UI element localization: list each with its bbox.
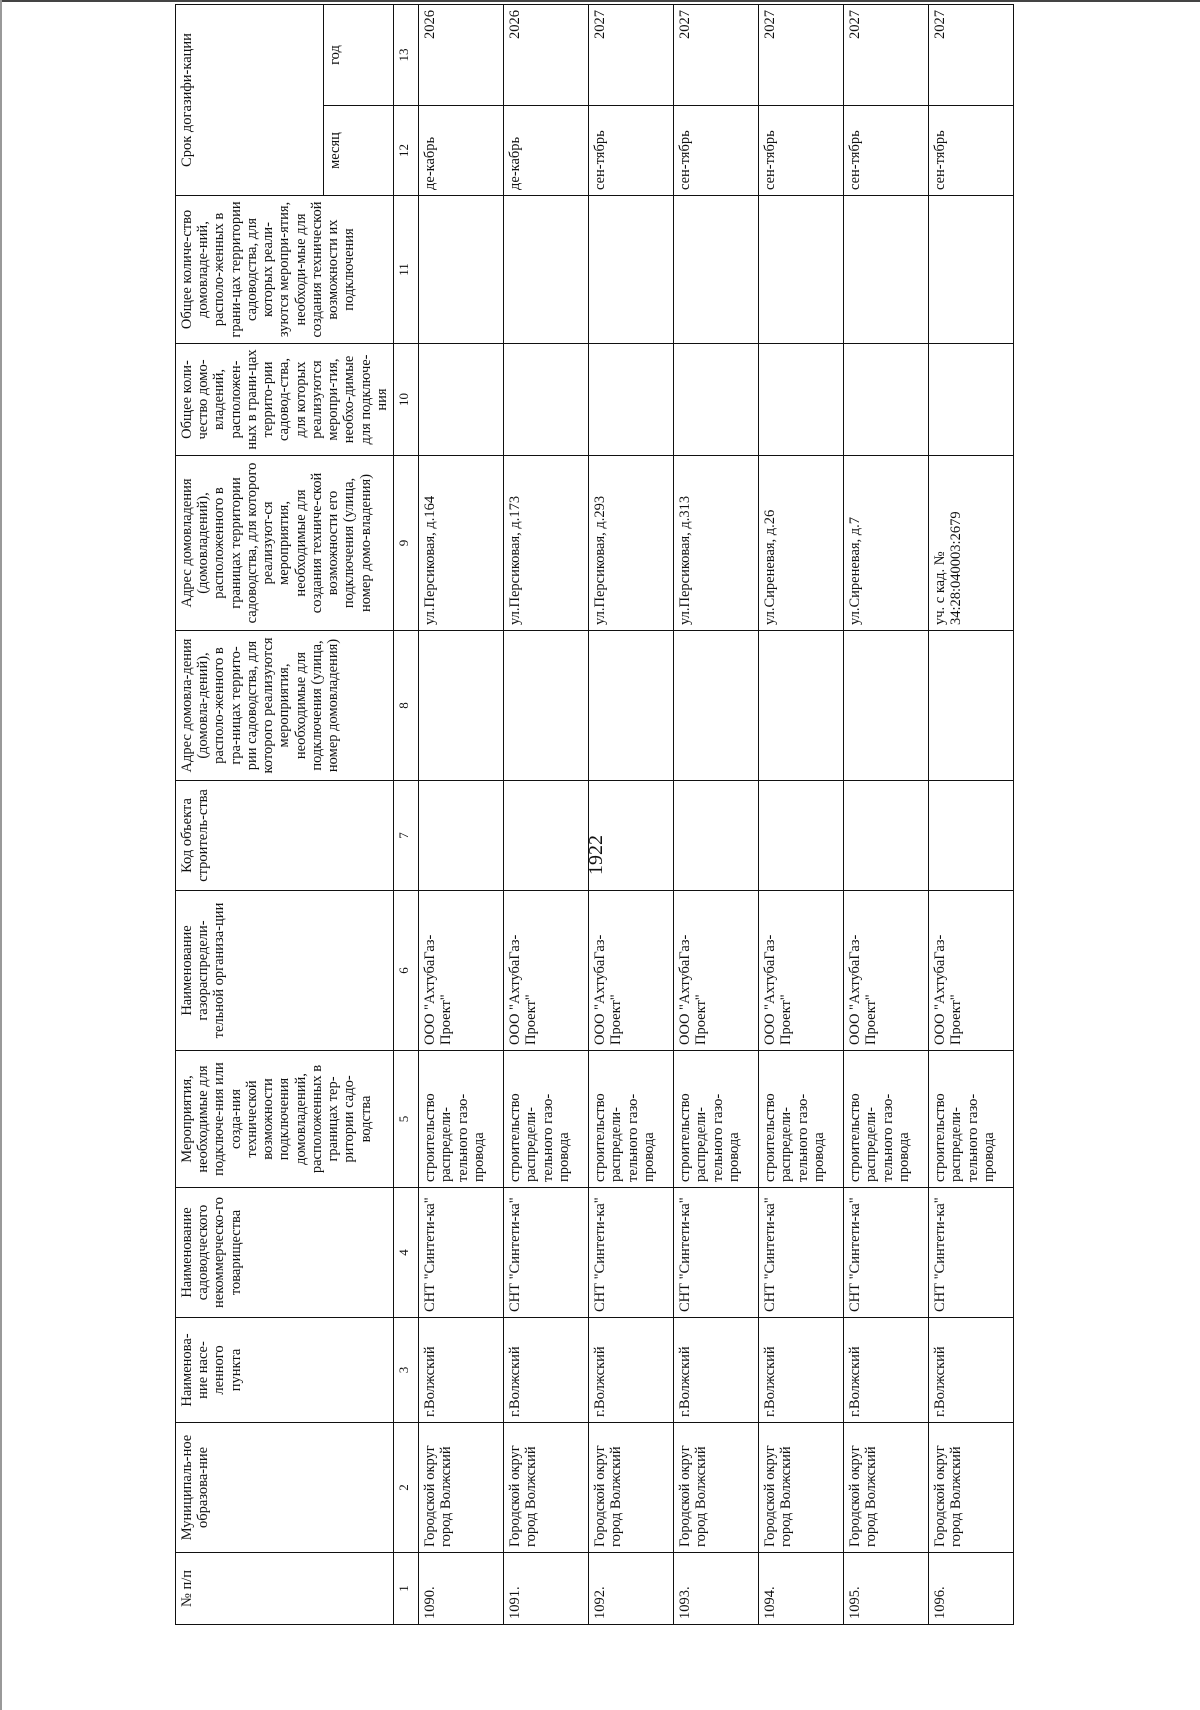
cell-gas-org: ООО "АхтубаГаз-Проект" xyxy=(589,891,674,1051)
cell-count-connection xyxy=(759,344,844,456)
cell-measures: строительство распредели-тельного газо-провода xyxy=(929,1051,1014,1188)
cell-count-technical xyxy=(504,196,589,344)
cell-object-code xyxy=(759,781,844,891)
cell-year: 2027 xyxy=(674,5,759,106)
cell-count-connection xyxy=(674,344,759,456)
column-number: 1 xyxy=(394,1553,419,1625)
cell-object-code xyxy=(844,781,929,891)
cell-settlement: г.Волжский xyxy=(759,1318,844,1423)
header-year: год xyxy=(323,5,393,106)
cell-count-technical xyxy=(674,196,759,344)
cell-gas-org: ООО "АхтубаГаз-Проект" xyxy=(929,891,1014,1051)
cell-object-code xyxy=(929,781,1014,891)
cell-year: 2027 xyxy=(844,5,929,106)
column-number: 5 xyxy=(394,1051,419,1188)
cell-num: 1090. xyxy=(419,1553,504,1625)
cell-settlement: г.Волжский xyxy=(504,1318,589,1423)
cell-num: 1095. xyxy=(844,1553,929,1625)
cell-year: 2027 xyxy=(589,5,674,106)
cell-count-technical xyxy=(589,196,674,344)
column-number: 6 xyxy=(394,891,419,1051)
cell-year: 2027 xyxy=(929,5,1014,106)
cell-count-technical xyxy=(419,196,504,344)
cell-gas-org: ООО "АхтубаГаз-Проект" xyxy=(844,891,929,1051)
gasification-table xyxy=(175,4,1014,1625)
cell-address-connection xyxy=(589,631,674,781)
cell-count-connection xyxy=(929,344,1014,456)
cell-municipality: Городской округ город Волжский xyxy=(844,1423,929,1553)
cell-object-code xyxy=(419,781,504,891)
cell-municipality: Городской округ город Волжский xyxy=(419,1423,504,1553)
cell-municipality: Городской округ город Волжский xyxy=(504,1423,589,1553)
cell-address-connection xyxy=(504,631,589,781)
cell-municipality: Городской округ город Волжский xyxy=(929,1423,1014,1553)
left-border-line xyxy=(0,0,2,1710)
column-number: 13 xyxy=(394,5,419,106)
cell-address-connection xyxy=(674,631,759,781)
cell-snt: СНТ "Синтети-ка" xyxy=(419,1188,504,1318)
cell-count-technical xyxy=(929,196,1014,344)
cell-year: 2026 xyxy=(419,5,504,106)
column-number: 11 xyxy=(394,196,419,344)
cell-snt: СНТ "Синтети-ка" xyxy=(589,1188,674,1318)
cell-address-connection xyxy=(844,631,929,781)
cell-count-connection xyxy=(844,344,929,456)
table-row xyxy=(929,5,1014,1625)
cell-settlement: г.Волжский xyxy=(589,1318,674,1423)
column-number: 12 xyxy=(394,106,419,196)
cell-count-connection xyxy=(504,344,589,456)
header-object-code: Код объекта строитель-ства xyxy=(176,781,394,891)
cell-municipality: Городской округ город Волжский xyxy=(759,1423,844,1553)
top-border-line xyxy=(0,0,1200,2)
cell-address-technical: ул.Персиковая, д.173 xyxy=(504,456,589,631)
header-gas-org: Наименование газораспредели-тельной организа-ции xyxy=(176,891,394,1051)
cell-num: 1091. xyxy=(504,1553,589,1625)
cell-month: сен-тябрь xyxy=(844,106,929,196)
cell-settlement: г.Волжский xyxy=(674,1318,759,1423)
cell-count-connection xyxy=(419,344,504,456)
cell-month: де-кабрь xyxy=(419,106,504,196)
cell-object-code xyxy=(504,781,589,891)
column-number: 3 xyxy=(394,1318,419,1423)
cell-object-code xyxy=(674,781,759,891)
column-number-row xyxy=(394,5,419,1625)
cell-measures: строительство распредели-тельного газо-провода xyxy=(589,1051,674,1188)
column-number: 9 xyxy=(394,456,419,631)
cell-gas-org: ООО "АхтубаГаз-Проект" xyxy=(504,891,589,1051)
cell-address-technical: уч. с кад. № 34:28:040003:2679 xyxy=(929,456,1014,631)
header-count-technical: Общее количе-ство домовладе-ний, располо-женных в грани-цах территории садоводства, для которых реали-зуются меропри-ятия, необходи-мые для создания технической возможности их подключения xyxy=(176,196,394,344)
cell-municipality: Городской округ город Волжский xyxy=(674,1423,759,1553)
cell-gas-org: ООО "АхтубаГаз-Проект" xyxy=(419,891,504,1051)
cell-address-technical: ул.Персиковая, д.313 xyxy=(674,456,759,631)
cell-municipality: Городской округ город Волжский xyxy=(589,1423,674,1553)
cell-snt: СНТ "Синтети-ка" xyxy=(504,1188,589,1318)
cell-snt: СНТ "Синтети-ка" xyxy=(844,1188,929,1318)
header-num: № п/п xyxy=(176,1553,394,1625)
cell-num: 1092. xyxy=(589,1553,674,1625)
column-number: 8 xyxy=(394,631,419,781)
column-number: 10 xyxy=(394,344,419,456)
header-row xyxy=(176,5,324,1625)
table-row xyxy=(504,5,589,1625)
table-row xyxy=(759,5,844,1625)
cell-snt: СНТ "Синтети-ка" xyxy=(929,1188,1014,1318)
cell-year: 2026 xyxy=(504,5,589,106)
cell-num: 1094. xyxy=(759,1553,844,1625)
header-address-connection: Адрес домовла-дения (домовла-дений), располо-женного в гра-ницах террито-рии садоводства, для которого реализуются мероприятия, необходимые для подключения (улица, номер домовладения) xyxy=(176,631,394,781)
page-number: 1922 xyxy=(585,835,607,875)
cell-snt: СНТ "Синтети-ка" xyxy=(674,1188,759,1318)
header-snt: Наименование садоводческого некоммерческо-го товарищества xyxy=(176,1188,394,1318)
cell-measures: строительство распредели-тельного газо-провода xyxy=(419,1051,504,1188)
cell-num: 1096. xyxy=(929,1553,1014,1625)
column-number: 4 xyxy=(394,1188,419,1318)
cell-month: сен-тябрь xyxy=(929,106,1014,196)
header-month: месяц xyxy=(323,106,393,196)
cell-month: сен-тябрь xyxy=(759,106,844,196)
header-deadline: Срок догазифи-кации xyxy=(176,5,324,196)
cell-address-connection xyxy=(929,631,1014,781)
column-number: 7 xyxy=(394,781,419,891)
cell-address-technical: ул.Сиреневая, д.7 xyxy=(844,456,929,631)
cell-address-technical: ул.Сиреневая, д.26 xyxy=(759,456,844,631)
cell-settlement: г.Волжский xyxy=(929,1318,1014,1423)
table-row xyxy=(589,5,674,1625)
header-address-technical: Адрес домовладения (домовладений), расположенного в границах территории садоводства, для которого реализуют-ся мероприятия, необходимые для создания техниче-ской возможности его подключения (улица, номер домо-владения) xyxy=(176,456,394,631)
cell-settlement: г.Волжский xyxy=(844,1318,929,1423)
cell-count-technical xyxy=(844,196,929,344)
cell-num: 1093. xyxy=(674,1553,759,1625)
cell-gas-org: ООО "АхтубаГаз-Проект" xyxy=(674,891,759,1051)
cell-measures: строительство распредели-тельного газо-провода xyxy=(759,1051,844,1188)
cell-count-connection xyxy=(589,344,674,456)
cell-month: сен-тябрь xyxy=(674,106,759,196)
rotated-table-container xyxy=(175,5,1165,1625)
header-count-connection: Общее коли-чество домо-владений, расположен-ных в грани-цах террито-рии садовод-ства, для которых реализуются меропри-тия, необхо-димые для подключе-ния xyxy=(176,344,394,456)
header-municipality: Муниципаль-ное образова-ние xyxy=(176,1423,394,1553)
cell-year: 2027 xyxy=(759,5,844,106)
cell-count-technical xyxy=(759,196,844,344)
header-settlement: Наименова-ние насе-ленного пункта xyxy=(176,1318,394,1423)
cell-object-code xyxy=(589,781,674,891)
cell-month: сен-тябрь xyxy=(589,106,674,196)
table-row xyxy=(844,5,929,1625)
cell-address-technical: ул.Персиковая, д.293 xyxy=(589,456,674,631)
cell-measures: строительство распредели-тельного газо-провода xyxy=(844,1051,929,1188)
cell-address-connection xyxy=(419,631,504,781)
cell-address-technical: ул.Персиковая, д.164 xyxy=(419,456,504,631)
cell-month: де-кабрь xyxy=(504,106,589,196)
cell-settlement: г.Волжский xyxy=(419,1318,504,1423)
cell-snt: СНТ "Синтети-ка" xyxy=(759,1188,844,1318)
table-row xyxy=(674,5,759,1625)
cell-gas-org: ООО "АхтубаГаз-Проект" xyxy=(759,891,844,1051)
cell-measures: строительство распредели-тельного газо-провода xyxy=(504,1051,589,1188)
cell-address-connection xyxy=(759,631,844,781)
header-measures: Мероприятия, необходимые для подключе-ния или созда-ния технической возможности подключения домовладений, расположенных в границах тер-ритории садо-водства xyxy=(176,1051,394,1188)
column-number: 2 xyxy=(394,1423,419,1553)
table-row xyxy=(419,5,504,1625)
cell-measures: строительство распредели-тельного газо-провода xyxy=(674,1051,759,1188)
